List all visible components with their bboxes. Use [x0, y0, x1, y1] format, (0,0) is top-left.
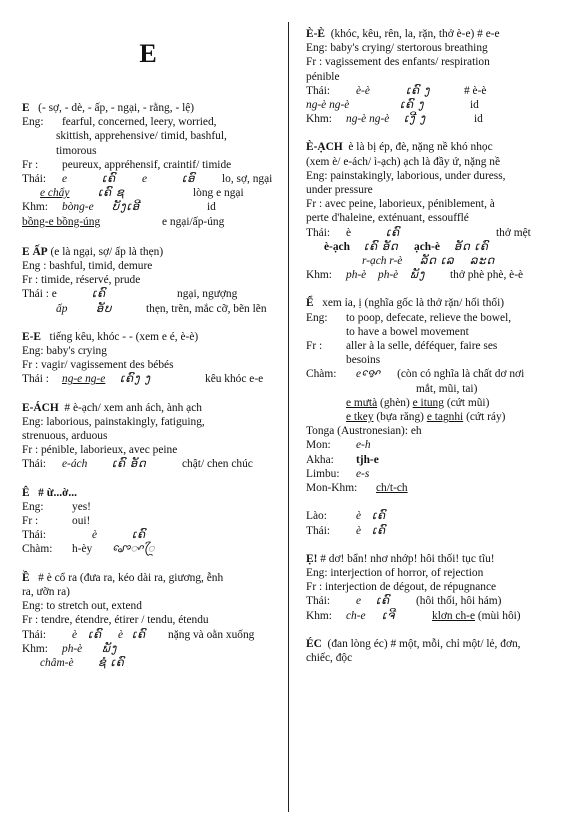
thai-script: ເຄົ ອັດ	[364, 240, 399, 253]
gloss: (e là ngại, sợ/ ấp là thẹn)	[50, 245, 164, 258]
thai-script: ເຄົ	[92, 288, 107, 301]
thai-script: ເຄົ	[132, 529, 147, 542]
column-divider	[288, 22, 289, 812]
entry-e-e-grave: È-È (khóc, kêu, rên, la, rặn, thở è-e) # e-e Eng: baby's crying/ stertorous breathing Fr : vagissement des enfants/ respiration pénible Thái: è-è ເຄົ ງ # è-è ng-è ng-è ເຄົ ງ id Khm: ng-è ng-è ເງີ ງ id	[306, 28, 500, 126]
entry-e-ap: E ẤP (e là ngại, sợ/ ấp là thẹn) Eng : bashful, timid, demure Fr : timide, réservé, prude Thái : e ເຄົ ngại, ngượng ấp ອັບ thẹn, trẽn, mắc cỡ, bẽn lẽn	[22, 245, 267, 315]
headword: ÉC	[306, 637, 322, 650]
thai-script: ເຄົ	[102, 173, 117, 186]
khmer-script: ເງີ ງ	[404, 113, 427, 126]
headword: Ê	[22, 486, 30, 499]
entry-e-ach: E-ÁCH # è-ạch/ xem anh ách, ành ạch Eng: laborious, painstakingly, fatiguing, strenuous, arduous Fr : pénible, laborieux, avec peine Thái: e-ách ເຄົ ອັດ chật/ chen chúc	[22, 401, 253, 471]
headword: E ẤP	[22, 245, 48, 258]
section-letter: E	[139, 39, 157, 68]
headword: Ể	[306, 297, 314, 310]
thai-script: ເຄົ	[376, 595, 391, 608]
cham-script: ꨨꨯꨳꨴ	[112, 543, 156, 556]
entry-e-grave: Ề # è cổ ra (đưa ra, kéo dài ra, giương, ễnh ra, ưỡn ra) Eng: to stretch out, extend Fr : tendre, étendre, étirer / tendu, étendu Thái: è ເຄົ è ເຄົ nặng và oằn xuống Khm: ph-è ພັງ châm-è ຊໍ ເຄົ	[22, 571, 255, 669]
khmer-script: ຊໍ ເຄົ	[98, 656, 125, 669]
gloss: # è cổ ra (đưa ra, kéo dài ra, giương, ễnh	[38, 571, 224, 584]
thai-script: ເຄົ	[132, 628, 147, 641]
khmer-script: ບັງເອີ	[112, 201, 141, 214]
gloss: # ừ...ờ...	[38, 486, 77, 499]
gloss: # dơ! bẩn! nhơ nhớp! hôi thối! tục tĩu!	[320, 552, 495, 565]
thai-script: ເຄົ	[372, 524, 387, 537]
gloss: tiếng kêu, khóc - - (xem e é, è-è)	[49, 330, 199, 343]
gloss: (khóc, kêu, rên, la, rặn, thở è-e) # e-e	[330, 28, 500, 40]
headword: E-ÁCH	[22, 401, 59, 414]
gloss: è là bị ép, đè, nặng nề khó nhọc	[348, 141, 493, 154]
gloss: xem ỉa, ị (nghĩa gốc là thở rặn/ hối thối)	[322, 297, 505, 310]
headword: E-E	[22, 330, 41, 343]
gloss: # è-ạch/ xem anh ách, ành ạch	[64, 401, 202, 414]
entry-e-e: E-E tiếng kêu, khóc - - (xem e é, è-è) Eng: baby's crying Fr : vagir/ vagissement des bébés Thái : ng-e ng-e ເຄົງ ງ kêu khóc e-e	[22, 330, 264, 386]
entry-e: E (- sợ, - dè, - ấp, - ngại, - rằng, - lệ) Eng: fearful, concerned, leery, worried, skittish, apprehensive/ timid, bashful, timorous Fr : peureux, appréhensif, craintif/ timide Thái: e ເຄົ e ເອົ lo, sợ, ngại e chẩy ເຄົ ຊ lòng e ngại Khm: bòng-e ບັງເອີ id bồng-e bồng-úng e ngại/ấp-úng	[22, 102, 273, 228]
headword: Ẹ!	[306, 552, 318, 565]
entry-e-hook: Ể xem ỉa, ị (nghĩa gốc là thở rặn/ hối thối) Eng: to poop, defecate, relieve the bowel, to have a bowel movement Fr : aller à la selle, déféquer, faire ses besoins Chàm: eꨀꨯ (còn có nghĩa là chất dơ nơi mắt, mũi, tai) e mưtà (ghèn) e itung (cứt mũi) e tkey (bựa răng) e tagnhi (cứt ráy) Tonga (Austronesian): eh Mon: e-h Akha: tjh-e Limbu: e-s Mon-Khm: ch/t-ch Lào: è ເຄົ Thái: è ເຄົ	[306, 297, 525, 537]
thai-script: ອັບ	[96, 302, 113, 315]
thai-script: ເຄົ	[386, 226, 401, 239]
thai-script: ລັດ ເລ	[420, 255, 455, 268]
thai-script: ເຄົງ ງ	[120, 373, 151, 386]
khmer-script: ພັງ	[102, 642, 118, 655]
headword: E	[22, 102, 30, 114]
headword: È-È	[306, 28, 325, 40]
entry-e-ach-grave: È-ẠCH è là bị ép, đè, nặng nề khó nhọc (xem è/ e-ách/ ì-ạch) ạch là đầy ứ, nặng nề Eng: painstakingly, laborious, under duress, under pressure Fr : avec peine, laborieux, péniblement, à perte d'haleine, exténuant, essoufflé Thái: è ເຄົ thở mệt è-ạch ເຄົ ອັດ ạch-è ອັດ ເຄົ r-ạch r-è ລັດ ເລ ລະດ Khm: ph-è ph-è ພັງ thở phè phè, è-è	[306, 141, 531, 282]
thai-script: ເຄົ ງ	[406, 84, 431, 97]
cham-script: ꨀꨯ	[361, 368, 381, 381]
thai-script: ອັດ ເຄົ	[454, 240, 489, 253]
thai-script: ລະດ	[470, 255, 496, 268]
khmer-script: ພັງ	[410, 269, 426, 282]
thai-script: ເອົ	[182, 173, 196, 186]
khmer-script: ເຈີ	[382, 609, 396, 622]
headword: È-ẠCH	[306, 141, 343, 154]
left-column	[22, 27, 274, 670]
headword: Ề	[22, 571, 30, 584]
entry-e-dot: Ẹ! # dơ! bẩn! nhơ nhớp! hôi thối! tục tĩu! Eng: interjection of horror, of rejection Fr : interjection de dégout, de répugnance Thái: e ເຄົ (hôi thối, hôi hám) Khm: ch-e ເຈີ klơn ch-e (mùi hôi)	[306, 552, 521, 622]
thai-script: ເຄົ ງ	[400, 99, 425, 112]
thai-script: ເຄົ ຊ	[98, 187, 125, 200]
gloss: (đan lòng éc) # một, mỗi, chỉ một/ lẻ, đơn,	[327, 637, 521, 650]
gloss: (- sợ, - dè, - ấp, - ngại, - rằng, - lệ)	[38, 102, 195, 114]
lao-script: ເຄົ	[372, 510, 387, 523]
right-column	[306, 27, 564, 665]
thai-script: ເຄົ	[88, 628, 103, 641]
entry-e-circumflex: Ê # ừ...ờ... Eng: yes! Fr : oui! Thái: è ເຄົ Chàm: h-èy ꨨꨯꨳꨴ	[22, 486, 156, 556]
entry-ec: ÉC (đan lòng éc) # một, mỗi, chỉ một/ lẻ, đơn, chiếc, độc	[306, 637, 521, 664]
thai-script: ເຄົ ອັດ	[112, 458, 147, 471]
